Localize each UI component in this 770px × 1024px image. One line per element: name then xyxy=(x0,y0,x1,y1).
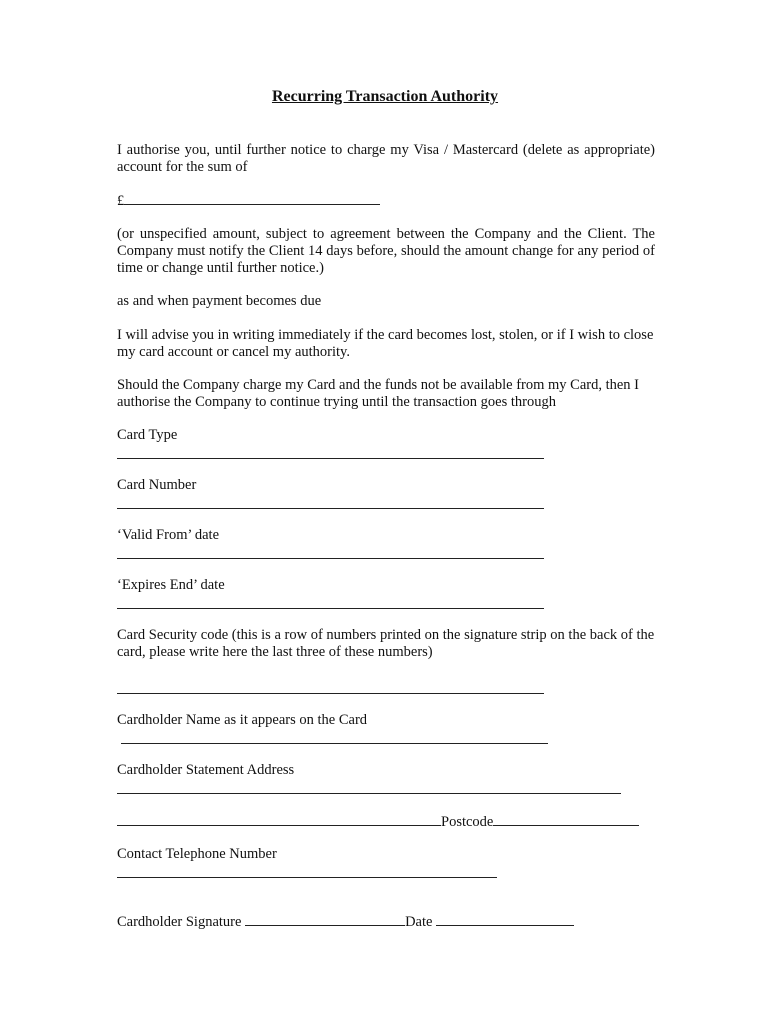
expires-end-line[interactable] xyxy=(117,608,544,609)
card-type-label: Card Type xyxy=(117,427,178,443)
date-line[interactable] xyxy=(436,913,574,926)
valid-from-line[interactable] xyxy=(117,558,544,559)
signature-label: Cardholder Signature xyxy=(117,914,242,930)
telephone-label: Contact Telephone Number xyxy=(117,846,277,862)
payment-due-text: as and when payment becomes due xyxy=(117,293,322,309)
cardholder-name-label: Cardholder Name as it appears on the Card xyxy=(117,712,368,728)
advise-paragraph: I will advise you in writing immediately if the card becomes lost, stolen, or if I wish to close my card account or cancel my authority. xyxy=(117,327,654,360)
currency-symbol: £ xyxy=(117,193,125,209)
signature-date-row xyxy=(117,913,677,931)
card-type-line[interactable] xyxy=(117,458,544,459)
statement-address-line[interactable] xyxy=(117,793,621,794)
signature-line[interactable] xyxy=(245,913,405,926)
security-code-line[interactable] xyxy=(117,693,544,694)
document-title: Recurring Transaction Authority xyxy=(271,88,499,105)
cardholder-name-line[interactable] xyxy=(121,743,548,744)
statement-address-label: Cardholder Statement Address xyxy=(117,762,295,778)
funds-paragraph: Should the Company charge my Card and the funds not be available from my Card, then I authorise the Company to continue trying until the transaction goes through xyxy=(117,377,640,410)
postcode-label: Postcode xyxy=(441,814,494,830)
date-label: Date xyxy=(405,914,433,930)
amount-field xyxy=(117,192,655,210)
postcode-line[interactable] xyxy=(493,813,639,826)
card-number-line[interactable] xyxy=(117,508,544,509)
card-number-label: Card Number xyxy=(117,477,197,493)
valid-from-label: ‘Valid From’ date xyxy=(117,527,220,543)
intro-paragraph: I authorise you, until further notice to charge my Visa / Mastercard (delete as appropriate) account for the sum of xyxy=(117,142,655,175)
security-code-label: Card Security code (this is a row of numbers printed on the signature strip on the back of the card, please write here the last three of these numbers) xyxy=(117,627,655,660)
address-postcode-row xyxy=(117,813,677,831)
unspecified-amount-note: (or unspecified amount, subject to agreement between the Company and the Client. The Company must notify the Client 14 days before, should the amount change for any period of time or change until further notice.) xyxy=(117,226,655,276)
telephone-line[interactable] xyxy=(117,877,497,878)
address-line-2[interactable] xyxy=(117,813,441,826)
amount-input-line[interactable] xyxy=(124,192,380,205)
expires-end-label: ‘Expires End’ date xyxy=(117,577,225,593)
